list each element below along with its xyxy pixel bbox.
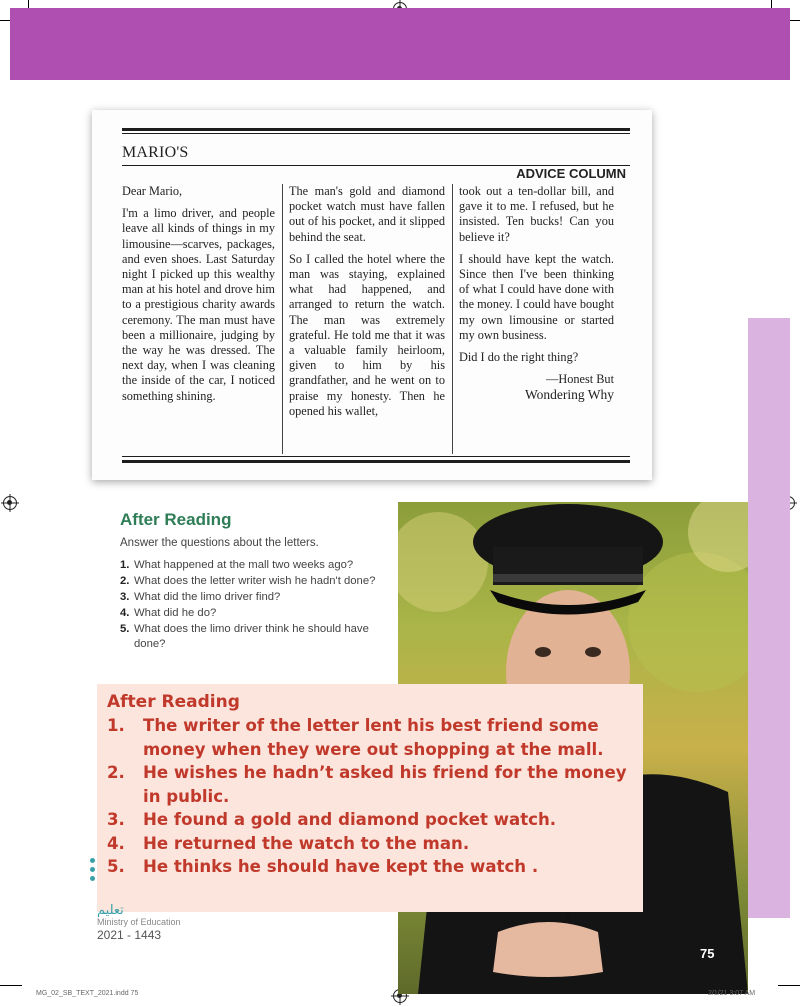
top-rule-thin xyxy=(122,133,630,134)
bottom-rule-thin xyxy=(122,456,630,457)
column-2 xyxy=(289,184,445,426)
paragraph: I should have kept the watch. Since then I've been thinking of what I could have done with the money. I could have bought my own limousine or started my own business. xyxy=(459,251,614,342)
side-color-bar xyxy=(748,318,790,918)
answer-item: 1. The writer of the letter lent his best friend some money when they were out shopping at the mall. xyxy=(107,716,604,759)
print-timestamp: 2/1/21 3:07 AM xyxy=(708,990,756,997)
registration-mark-icon xyxy=(3,496,17,510)
after-reading-instruction: Answer the questions about the letters. xyxy=(120,537,319,549)
question-item: 4. What did he do? xyxy=(120,607,217,619)
paragraph: Did I do the right thing? xyxy=(459,350,579,365)
answers-box xyxy=(97,684,643,912)
ministry-logo: تعليم xyxy=(97,903,124,918)
column-divider xyxy=(452,184,453,454)
ministry-name: Ministry of Education xyxy=(97,917,181,927)
question-list xyxy=(120,558,390,653)
paragraph: I'm a limo driver, and people leave all kinds of things in my limousine—scarves, packages, and even shoes. Last Saturday night I picked up this wealthy man at his hotel and drove him to a prestigious charity awards ceremony. The man must have been a millionaire, judging by the way he was dressed. The next day, when I was cleaning the inside of the car, I noticed something shining. xyxy=(122,206,275,403)
column-divider xyxy=(282,184,283,454)
answer-item: 4. He returned the watch to the man. xyxy=(107,833,470,853)
top-rule xyxy=(122,128,630,131)
paragraph: took out a ten-dollar bill, and gave it to me. I refused, but he insisted. Ten bucks! Can you believe it? xyxy=(459,184,614,244)
column-tag: ADVICE COLUMN xyxy=(516,166,626,181)
paragraph: So I called the hotel where the man was staying, explained what had happened, and arranged to return the watch. The man was extremely grateful. He told me that it was a valuable family heirloom, given to him by his grandfather, and he went on to praise my honesty. Then he opened his wallet, xyxy=(289,251,445,418)
edition-year: 2021 - 1443 xyxy=(97,928,162,942)
answers-heading: After Reading xyxy=(107,692,240,712)
advice-column-card xyxy=(92,110,652,480)
column-3 xyxy=(459,184,614,403)
answer-item: 3. He found a gold and diamond pocket watch. xyxy=(107,810,557,829)
question-item: 3. What did the limo driver find? xyxy=(120,591,281,603)
crop-mark xyxy=(778,985,800,986)
question-item: 5. What does the limo driver think he should have done? xyxy=(120,623,369,650)
paragraph: The man's gold and diamond pocket watch must have fallen out of his pocket, and it slipped behind the seat. xyxy=(289,184,445,244)
question-item: 2. What does the letter writer wish he hadn't done? xyxy=(120,575,376,587)
signoff-line-2: Wondering Why xyxy=(524,387,614,403)
answer-item: 2. He wishes he hadn’t asked his friend for the money in public. xyxy=(107,763,627,806)
crop-mark xyxy=(0,985,22,986)
print-file-name: MG_02_SB_TEXT_2021.indd 75 xyxy=(36,990,139,997)
after-reading-heading: After Reading xyxy=(120,510,232,529)
top-color-band xyxy=(10,8,790,80)
answer-item: 5. He thinks he should have kept the watch . xyxy=(107,857,539,876)
page-number: 75 xyxy=(700,946,715,961)
decorative-dots xyxy=(90,858,98,885)
salutation: Dear Mario, xyxy=(122,184,183,198)
bottom-rule xyxy=(122,460,630,463)
column-title: MARIO'S xyxy=(122,144,189,161)
question-item: 1. What happened at the mall two weeks ago? xyxy=(120,559,354,571)
signoff-line-1: —Honest But xyxy=(546,372,614,387)
column-1 xyxy=(122,184,275,411)
